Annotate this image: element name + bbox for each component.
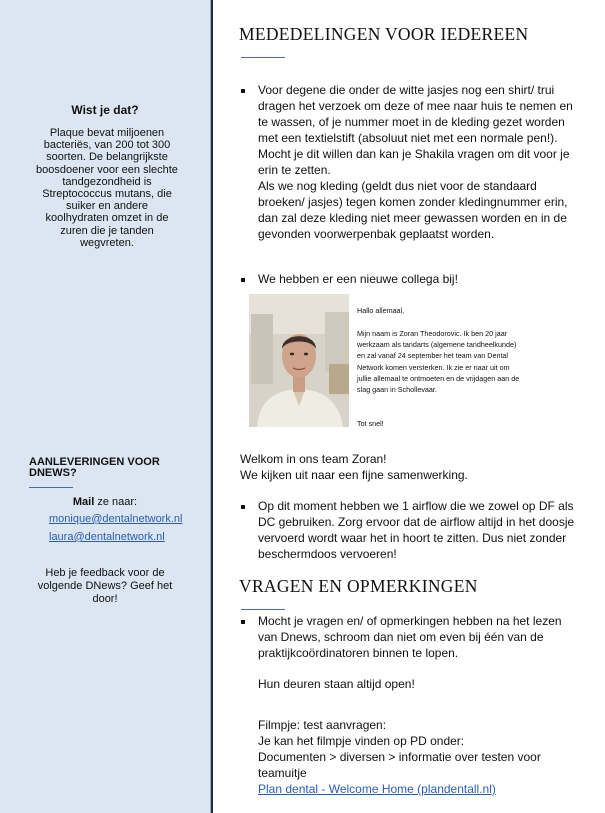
aanleveringen-title: AANLEVERINGEN VOOR DNEWS?: [29, 456, 160, 479]
questions-text: Mocht je vragen en/ of opmerkingen hebben na het lezen van Dnews, schroom dan niet om even bij één van de praktijkcoördinatoren binnen te lopen.: [258, 614, 562, 660]
filmpje-text: Filmpje: test aanvragen: Je kan het filmpje vinden op PD onder: Documenten > diversen > informatie over testen voor teamuitje: [258, 718, 541, 780]
email-link-laura[interactable]: laura@dentalnetwork.nl: [49, 531, 165, 543]
bullet-marker: [241, 89, 245, 93]
bullet-marker: [241, 505, 245, 509]
intro-closing: Tot snel!: [357, 419, 384, 428]
heading-divider-1: [241, 57, 285, 58]
sidebar: [0, 0, 211, 813]
intro-greeting: Hallo allemaal,: [357, 306, 405, 315]
fact-text: Plaque bevat miljoenen bacteriës, van 200 tot 300 soorten. De belangrijkste boosdoener voor een slechte tandgezondheid is Streptococcus mutans, die suiker en andere koolhydraten omzet in de zuren die je tanden wegvreten.: [36, 127, 178, 249]
announcement-airflow: Op dit moment hebben we 1 airflow die we zowel op DF als DC gebruiken. Zorg ervoor dat de airflow altijd in het doosje vervoerd wordt waar het in hoort te zitten. Dus niet zonder beschermdoos vervoeren!: [258, 499, 575, 561]
sidebar-divider: [29, 487, 73, 488]
bullet-marker: [241, 620, 245, 624]
announcement-new-colleague: We hebben er een nieuwe collega bij!: [258, 272, 458, 286]
email-link-monique[interactable]: monique@dentalnetwork.nl: [49, 513, 183, 525]
intro-body: Mijn naam is Zoran Theodorovic. Ik ben 20 jaar werkzaam als tandarts (algemene tandheelkunde) en zal vanaf 24 september het team van Dental Network komen versterken. Ik zie er naar uit om jullie allemaal te ontmoeten en de vrijdagen aan de slag gaan in Schollevaar.: [357, 329, 520, 395]
welcome-text: Welkom in ons team Zoran! We kijken uit naar een fijne samenwerking.: [240, 452, 468, 482]
announcement-clothing: Voor degene die onder de witte jasjes nog een shirt/ trui dragen het verzoek om deze of mee naar huis te nemen en te wassen, of je nummer moet in de kleding gezet worden met een textielstift (absoluut niet met een normale pen!). Mocht je dit willen dan kan je Shakila vragen om dit voor je erin te zetten. Als we nog kleding (geldt dus niet voor de standaard broeken/ jasjes) tegen komen zonder kledingnummer erin, dan zal deze kleding niet meer gewassen worden en in de gevonden voorwerpenbak geplaatst worden.: [258, 83, 573, 241]
bullet-marker: [241, 278, 245, 282]
fact-title: Wist je dat?: [71, 103, 139, 117]
heading-vragen: VRAGEN EN OPMERKINGEN: [239, 576, 478, 596]
plan-dental-link[interactable]: Plan dental - Welcome Home (plandentall.nl): [258, 782, 496, 796]
mail-label: Mail ze naar:: [72, 496, 138, 508]
heading-mededelingen: MEDEDELINGEN VOOR IEDEREEN: [239, 24, 529, 44]
heading-divider-2: [241, 609, 285, 610]
colleague-photo: [249, 294, 349, 427]
open-doors-text: Hun deuren staan altijd open!: [258, 677, 415, 691]
feedback-text: Heb je feedback voor de volgende DNews? Geef het door!: [37, 567, 173, 605]
